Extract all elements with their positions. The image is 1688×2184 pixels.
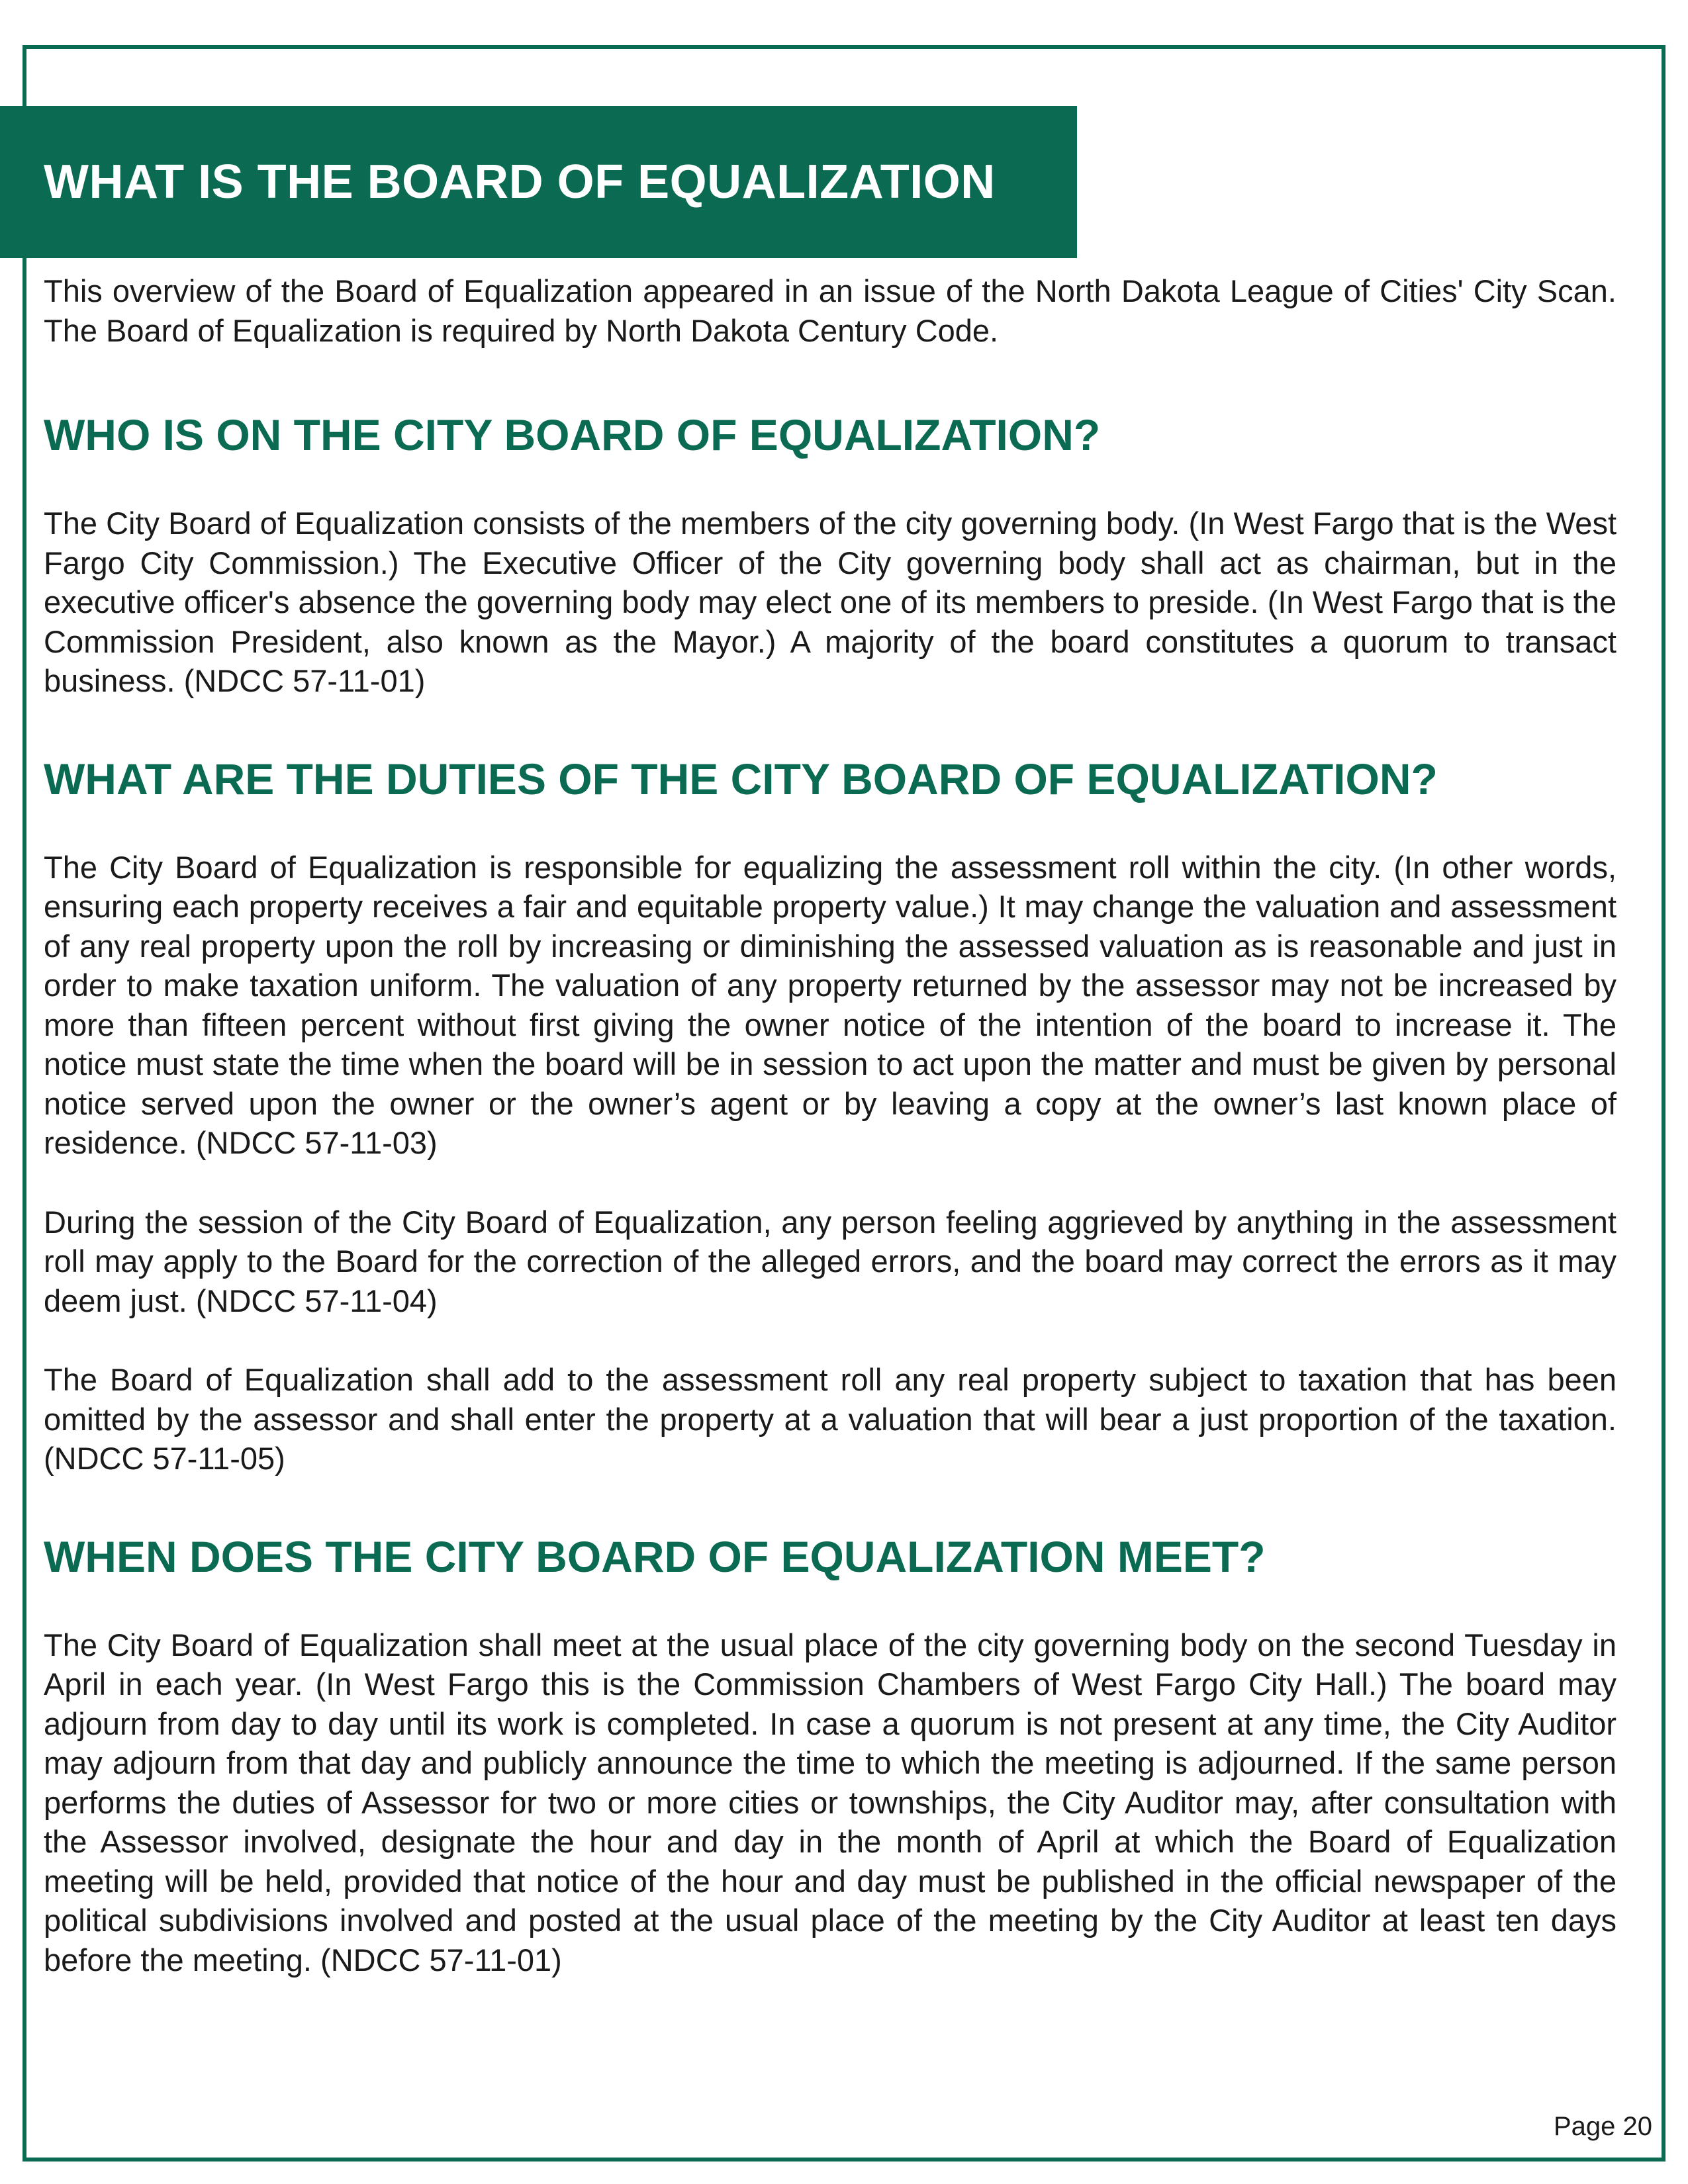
- paragraph-duties-equalizing: The City Board of Equalization is responsible for equalizing the assessment roll within the city. (In other words, ensuring each property receives a fair and equitable property value.) It may change the valuation and assessment of any real property upon the roll by increasing or diminishing the assessed valuation as is reasonable and just in order to make taxation uniform. The valuation of any property returned by the assessor may not be increased by more than fifteen percent without first giving the owner notice of the intention of the board to increase it. The notice must state the time when the board will be in session to act upon the matter and must be given by personal notice served upon the owner or the owner’s agent or by leaving a copy at the owner’s last known place of residence. (NDCC 57-11-03): [44, 849, 1617, 1160]
- paragraph-duties-omitted-property: The Board of Equalization shall add to the assessment roll any real property subject to taxation that has been omitted by the assessor and shall enter the property at a valuation that will bear a just proportion of the taxation. (NDCC 57-11-05): [44, 1362, 1617, 1476]
- page-title: WHAT IS THE BOARD OF EQUALIZATION: [44, 156, 996, 208]
- paragraph-meeting-schedule: The City Board of Equalization shall meet at the usual place of the city governing body on the second Tuesday in April in each year. (In West Fargo this is the Commission Chambers of West Fargo City Hall.) The board may adjourn from day to day until its work is completed. In case a quorum is not present at any time, the City Auditor may adjourn from that day and publicly announce the time to which the meeting is adjourned. If the same person performs the duties of Assessor for two or more cities or townships, the City Auditor may, after consultation with the Assessor involved, designate the hour and day in the month of April at which the Board of Equalization meeting will be held, provided that notice of the hour and day must be published in the official newspaper of the political subdivisions involved and posted at the usual place of the meeting by the City Auditor at least ten days before the meeting. (NDCC 57-11-01): [44, 1627, 1617, 1978]
- paragraph-board-members: The City Board of Equalization consists of the members of the city governing body. (In West Fargo that is the West Fargo City Commission.) The Executive Officer of the City governing body shall act as chairman, but in the executive officer's absence the governing body may elect one of its members to preside. (In West Fargo that is the Commission President, also known as the Mayor.) A majority of the board constitutes a quorum to transact business. (NDCC 57-11-01): [44, 506, 1617, 698]
- heading-when-board-meets: WHEN DOES THE CITY BOARD OF EQUALIZATION MEET?: [44, 1531, 1266, 1581]
- paragraph-duties-corrections: During the session of the City Board of Equalization, any person feeling aggrieved by anything in the assessment roll may apply to the Board for the correction of the alleged errors, and the board may correct the errors as it may deem just. (NDCC 57-11-04): [44, 1204, 1617, 1318]
- document-body: [44, 271, 1617, 1979]
- intro-paragraph: This overview of the Board of Equalization appeared in an issue of the North Dakota League of Cities' City Scan. The Board of Equalization is required by North Dakota Century Code.: [44, 273, 1617, 348]
- heading-who-is-on-board: WHO IS ON THE CITY BOARD OF EQUALIZATION?: [44, 410, 1101, 459]
- heading-board-duties: WHAT ARE THE DUTIES OF THE CITY BOARD OF EQUALIZATION?: [44, 754, 1438, 803]
- title-banner: [0, 106, 1077, 258]
- page-number: Page 20: [1553, 2112, 1652, 2141]
